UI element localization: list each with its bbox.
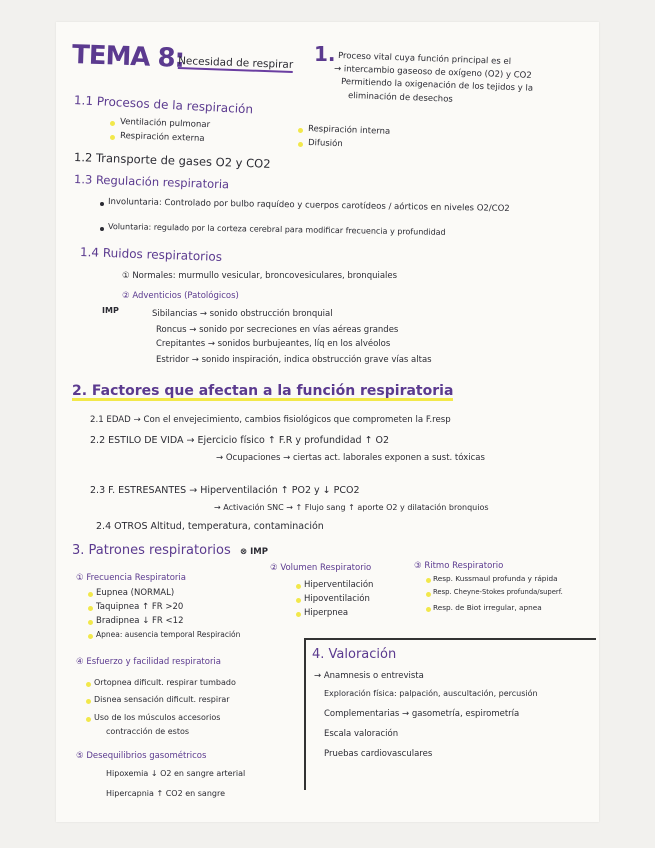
- process-item: Respiración externa: [119, 131, 205, 144]
- valoracion-item: Complementarias → gasometría, espirometría: [324, 709, 520, 719]
- factor-item: → Ocupaciones → ciertas act. laborales exponen a sust. tóxicas: [216, 453, 485, 463]
- volume-item: Hiperventilación: [304, 580, 374, 590]
- effort-title: ④ Esfuerzo y facilidad respiratoria: [76, 657, 222, 667]
- valoracion-item: Pruebas cardiovasculares: [324, 749, 433, 759]
- bullet-marker: [426, 607, 431, 612]
- bullet-marker: [86, 699, 91, 704]
- frequency-item: Taquipnea ↑ FR >20: [96, 602, 184, 612]
- adventitious-title: ② Adventicios (Patológicos): [122, 291, 239, 301]
- bullet-marker: [86, 717, 91, 722]
- page-subtitle: Necesidad de respirar: [177, 55, 294, 72]
- bullet-marker: [426, 578, 431, 583]
- gasometric-item: Hipercapnia ↑ CO2 en sangre: [106, 789, 226, 798]
- rhythm-item: Resp. de Biot irregular, apnea: [433, 603, 542, 612]
- adventitious-item: Roncus → sonido por secreciones en vías aéreas grandes: [156, 325, 399, 335]
- valoracion-item: → Anamnesis o entrevista: [314, 671, 424, 681]
- adventitious-item: Sibilancias → sonido obstrucción bronquial: [152, 309, 333, 319]
- volume-title: ② Volumen Respiratorio: [270, 563, 372, 573]
- process-item: Difusión: [307, 138, 343, 150]
- factor-item: 2.3 F. ESTRESANTES → Hiperventilación ↑ PO2 y ↓ PCO2: [90, 485, 360, 496]
- section-3-heading: 3. Patrones respiratorios: [72, 543, 231, 558]
- bullet-marker: [296, 584, 301, 589]
- section-4-heading: 4. Valoración: [312, 647, 397, 662]
- factor-item: 2.4 OTROS Altitud, temperatura, contaminación: [96, 521, 324, 532]
- notebook-page: [56, 22, 599, 822]
- frequency-title: ① Frecuencia Respiratoria: [76, 573, 186, 583]
- factor-item: 2.1 EDAD → Con el envejecimiento, cambios fisiológicos que comprometen la F.resp: [90, 415, 451, 425]
- rhythm-item: Resp. Kussmaul profunda y rápida: [433, 574, 558, 583]
- adventitious-item: Estridor → sonido inspiración, indica obstrucción grave vías altas: [156, 355, 432, 365]
- rhythm-title: ③ Ritmo Respiratorio: [414, 561, 504, 571]
- bullet-marker: [88, 606, 93, 611]
- volume-item: Hiperpnea: [304, 608, 349, 618]
- section-1-2-heading: 1.2 Transporte de gases O2 y CO2: [73, 150, 271, 171]
- adventitious-item: Crepitantes → sonidos burbujeantes, líq en los alvéolos: [156, 339, 391, 349]
- bullet-marker: [86, 682, 91, 687]
- bullet-marker: [100, 227, 104, 231]
- bullet-marker: [296, 598, 301, 603]
- bullet-marker: [88, 634, 93, 639]
- rhythm-item: Resp. Cheyne-Stokes profunda/superf.: [433, 588, 563, 596]
- frequency-item: Bradipnea ↓ FR <12: [96, 616, 184, 626]
- factor-item: → Activación SNC → ↑ Flujo sang ↑ aporte O2 y dilatación bronquios: [214, 503, 489, 512]
- regulation-item: Voluntaria: regulado por la corteza cerebral para modificar frecuencia y profundidad: [107, 222, 446, 237]
- imp-marker: ⊗ IMP: [240, 547, 268, 557]
- effort-item: Uso de los músculos accesorios: [94, 713, 221, 722]
- section-2-heading: 2. Factores que afectan a la función respiratoria: [72, 383, 454, 399]
- bullet-marker: [298, 128, 303, 133]
- process-item: Respiración interna: [307, 124, 391, 137]
- bullet-marker: [88, 620, 93, 625]
- gasometric-item: Hipoxemia ↓ O2 en sangre arterial: [106, 769, 246, 778]
- intro-line: eliminación de desechos: [347, 91, 453, 105]
- intro-line: Permitiendo la oxigenación de los tejidos y la: [340, 77, 534, 94]
- bullet-marker: [88, 592, 93, 597]
- section-1-1-heading: 1.1 Procesos de la respiración: [73, 93, 254, 117]
- intro-number: 1.: [314, 42, 336, 66]
- bullet-marker: [426, 592, 431, 597]
- effort-item: Ortopnea dificult. respirar tumbado: [94, 678, 236, 687]
- volume-item: Hipoventilación: [304, 594, 370, 604]
- section-1-3-heading: 1.3 Regulación respiratoria: [73, 172, 230, 192]
- frequency-item: Apnea: ausencia temporal Respiración: [96, 630, 241, 639]
- regulation-item: Involuntaria: Controlado por bulbo raquídeo y cuerpos carotídeos / aórticos en niveles O2/CO2: [107, 197, 510, 215]
- intro-line: Proceso vital cuya función principal es el: [337, 51, 512, 68]
- valoracion-item: Escala valoración: [324, 729, 399, 739]
- gasometric-title: ⑤ Desequilibrios gasométricos: [76, 751, 207, 761]
- frequency-item: Eupnea (NORMAL): [96, 588, 175, 598]
- section-1-4-heading: 1.4 Ruidos respiratorios: [79, 245, 223, 264]
- effort-item: contracción de estos: [106, 727, 190, 736]
- page-title: TEMA 8:: [71, 40, 185, 74]
- normal-sounds: ① Normales: murmullo vesicular, broncovesiculares, bronquiales: [122, 271, 398, 281]
- bullet-marker: [100, 202, 104, 206]
- bullet-marker: [110, 121, 115, 126]
- intro-line: → intercambio gaseoso de oxígeno (O2) y CO2: [333, 64, 532, 81]
- bullet-marker: [298, 142, 303, 147]
- bullet-marker: [110, 135, 115, 140]
- valoracion-item: Exploración física: palpación, auscultación, percusión: [324, 689, 538, 698]
- effort-item: Disnea sensación dificult. respirar: [94, 695, 230, 704]
- imp-marker: IMP: [102, 306, 119, 315]
- factor-item: 2.2 ESTILO DE VIDA → Ejercicio físico ↑ F.R y profundidad ↑ O2: [90, 435, 390, 446]
- bullet-marker: [296, 612, 301, 617]
- process-item: Ventilación pulmonar: [119, 117, 211, 131]
